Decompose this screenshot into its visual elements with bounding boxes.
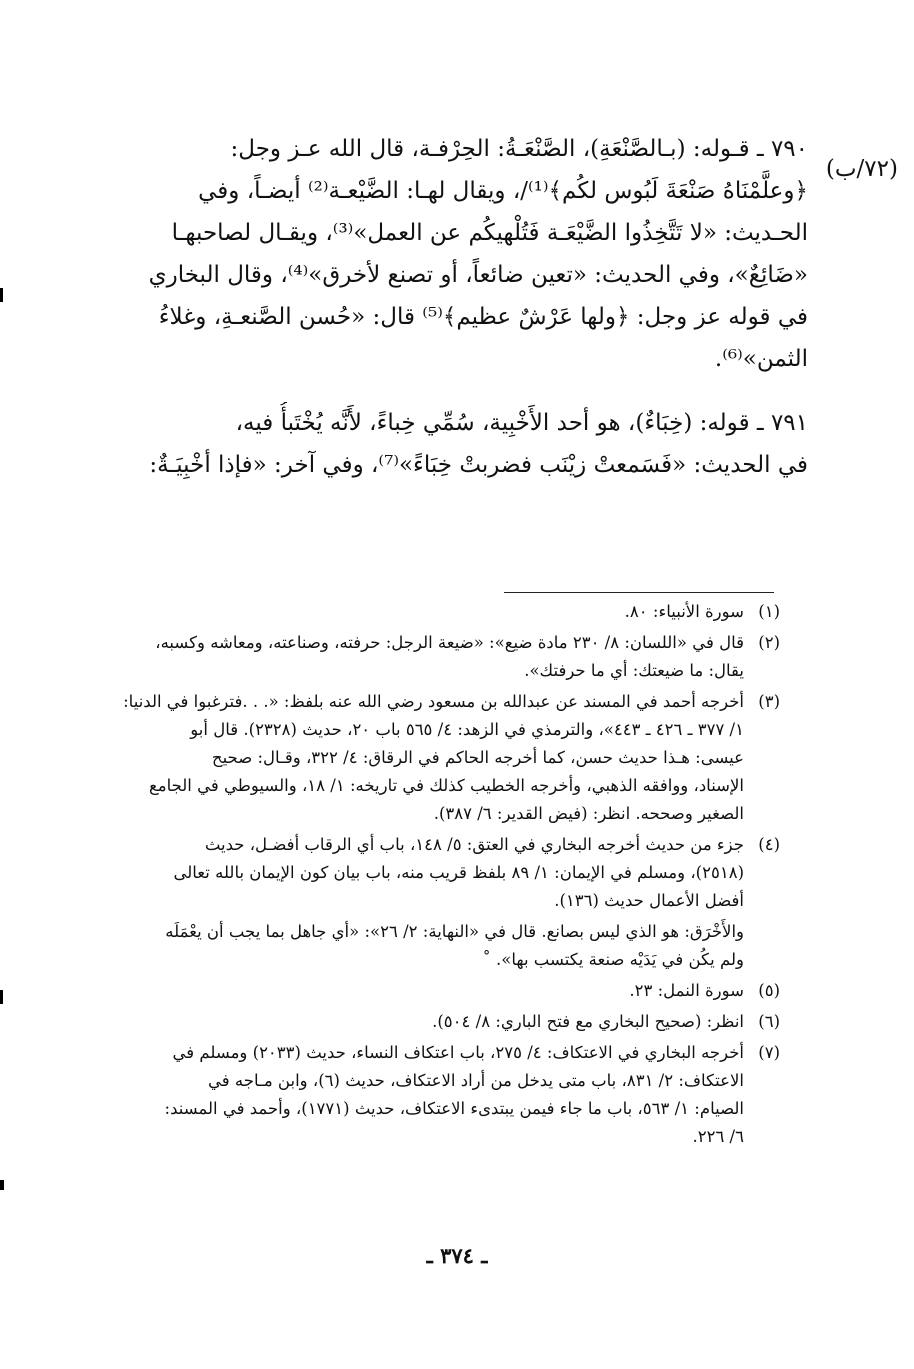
footnote-line: سورة النمل: ٢٣. [629,981,744,1000]
footnote-line: يقال: ما ضيعتك: أي ما حرفتك». [524,661,744,680]
footnote-6 [86,1008,780,1036]
text-line: ﴿وعلَّمْنَاهُ صَنْعَةَ لَبُوس لكُم﴾⁽¹⁾/، ويقال لهـا: الضَّيْعـة⁽²⁾ أيضـاً، وفي [198,178,808,204]
text-line: في قوله عز وجل: ﴿ولها عَرْشٌ عظيم﴾⁽⁵⁾ قال: «حُسن الصَّنعـةِ، وغلاءُ [158,304,808,330]
footnote-number: (١) [758,602,780,621]
footnote-5 [86,977,780,1005]
text-line: الثمن»⁽⁶⁾. [714,346,808,372]
footnote-line: الاعتكاف: ٢/ ٨٣١، باب متى يدخل من أراد الاعتكاف، حديث (٦)، وابن مـاجه في [208,1071,744,1090]
footnote-number: (٧) [758,1043,780,1062]
page-number: ـ ٣٧٤ ـ [426,1243,488,1268]
footnote-1 [86,598,780,626]
text-line: «ضَائِعٌ»، وفي الحديث: «تعين ضائعاً، أو تصنع لأخرق»⁽⁴⁾، وقال البخاري [148,262,808,288]
text-line: الحـديث: «لا تَتَّخِذُوا الضَّيْعَـة فَتُلْهيكُم عن العمل»⁽³⁾، ويقـال لصاحبهـا [171,220,808,246]
footnote-line: والأَخْرَق: هو الذي ليس بصانع. قال في «النهاية: ٢/ ٢٦»: «أي جاهل بما يجب أن يعْمَلَه [165,922,744,941]
paragraph-791 [96,402,808,486]
footnote-line: ١/ ٣٧٧ ـ ٤٢٦ ـ ٤٤٣»، والترمذي في الزهد: ٤/ ٥٦٥ باب ٢٠، حديث (٢٣٢٨). قال أبو [190,720,744,739]
footnote-line: (٢٥١٨)، ومسلم في الإيمان: ١/ ٨٩ بلفظ قريب منه، باب بيان كون الإيمان بالله تعالى [173,863,744,882]
footnote-number: (٤) [758,835,780,854]
footnote-line: سورة الأنبياء: ٨٠. [624,602,744,621]
text-line: ٧٩٠ ـ قـوله: (بـالصَّنْعَةِ)، الصَّنْعَـةُ: الحِرْفـة، قال الله عـز وجل: [230,136,808,162]
footnote-number: (٥) [758,981,780,1000]
margin-folio-reference: (٧٢/ب) [825,156,898,182]
footnotes [86,598,780,1154]
footnote-line: أخرجه البخاري في الاعتكاف: ٤/ ٢٧٥، باب اعتكاف النساء، حديث (٢٠٣٣) ومسلم في [172,1043,744,1062]
footnote-line: انظر: (صحيح البخاري مع فتح الباري: ٨/ ٥٠٤). [432,1012,744,1031]
footnote-number: (٢) [758,633,780,652]
footnote-line: عيسى: هـذا حديث حسن، كما أخرجه الحاكم في الرقاق: ٤/ ٣٢٢، وقـال: صحيح [211,748,744,767]
footnote-7 [86,1039,780,1151]
footnote-separator [504,592,774,593]
scan-edge-mark [0,288,3,302]
footnote-3 [86,688,780,828]
footnote-number: (٣) [758,692,780,711]
text-line: ٧٩١ ـ قوله: (خِبَاءٌ)، هو أحد الأَخْبِية، سُمِّي خِباءً، لأَنَّه يُخْتَبأُ فيه، [235,410,808,436]
footnote-number: (٦) [758,1012,780,1031]
text-line: في الحديث: «فَسَمعتْ زيْنَب فضربتْ خِبَاءً»⁽⁷⁾، وفي آخر: «فإذا أخْبِيَـةٌ: [149,452,808,478]
footnote-line: الصغير وصححه. انظر: (فيض القدير: ٦/ ٣٨٧). [433,804,744,823]
footnote-line: أخرجه أحمد في المسند عن عبدالله بن مسعود رضي الله عنه بلفظ: «. . .فترغبوا في الدنيا: [123,692,744,711]
footnote-2 [86,629,780,685]
footnote-4 [86,831,780,915]
footnote-4-continuation [86,918,780,974]
footnote-line: جزء من حديث أخرجه البخاري في العتق: ٥/ ١٤٨، باب أي الرقاب أفضـل، حديث [204,835,744,854]
footnote-line: الإسناد، ووافقه الذهبي، وأخرجه الخطيب كذلك في تاريخه: ١/ ١٨، والسيوطي في الجامع [148,776,744,795]
footnote-line: أفضل الأعمال حديث (١٣٦). [554,891,744,910]
scan-edge-mark [0,1180,4,1190]
paragraph-790 [96,128,808,380]
footnote-line: ولم يكُن في يَدَيْه صنعة يكتسب بها». ˚ [482,950,744,969]
footnote-line: ٦/ ٢٢٦. [692,1127,744,1146]
footnote-line: قال في «اللسان: ٨/ ٢٣٠ مادة ضيع»: «ضيعة الرجل: حرفته، وصناعته، ومعاشه وكسبه، [155,633,744,652]
main-text [96,128,808,486]
footnote-line: الصيام: ١/ ٥٦٣، باب ما جاء فيمن يبتدىء الاعتكاف، حديث (١٧٧١)، وأحمد في المسند: [164,1099,744,1118]
scan-edge-mark [0,990,3,1004]
